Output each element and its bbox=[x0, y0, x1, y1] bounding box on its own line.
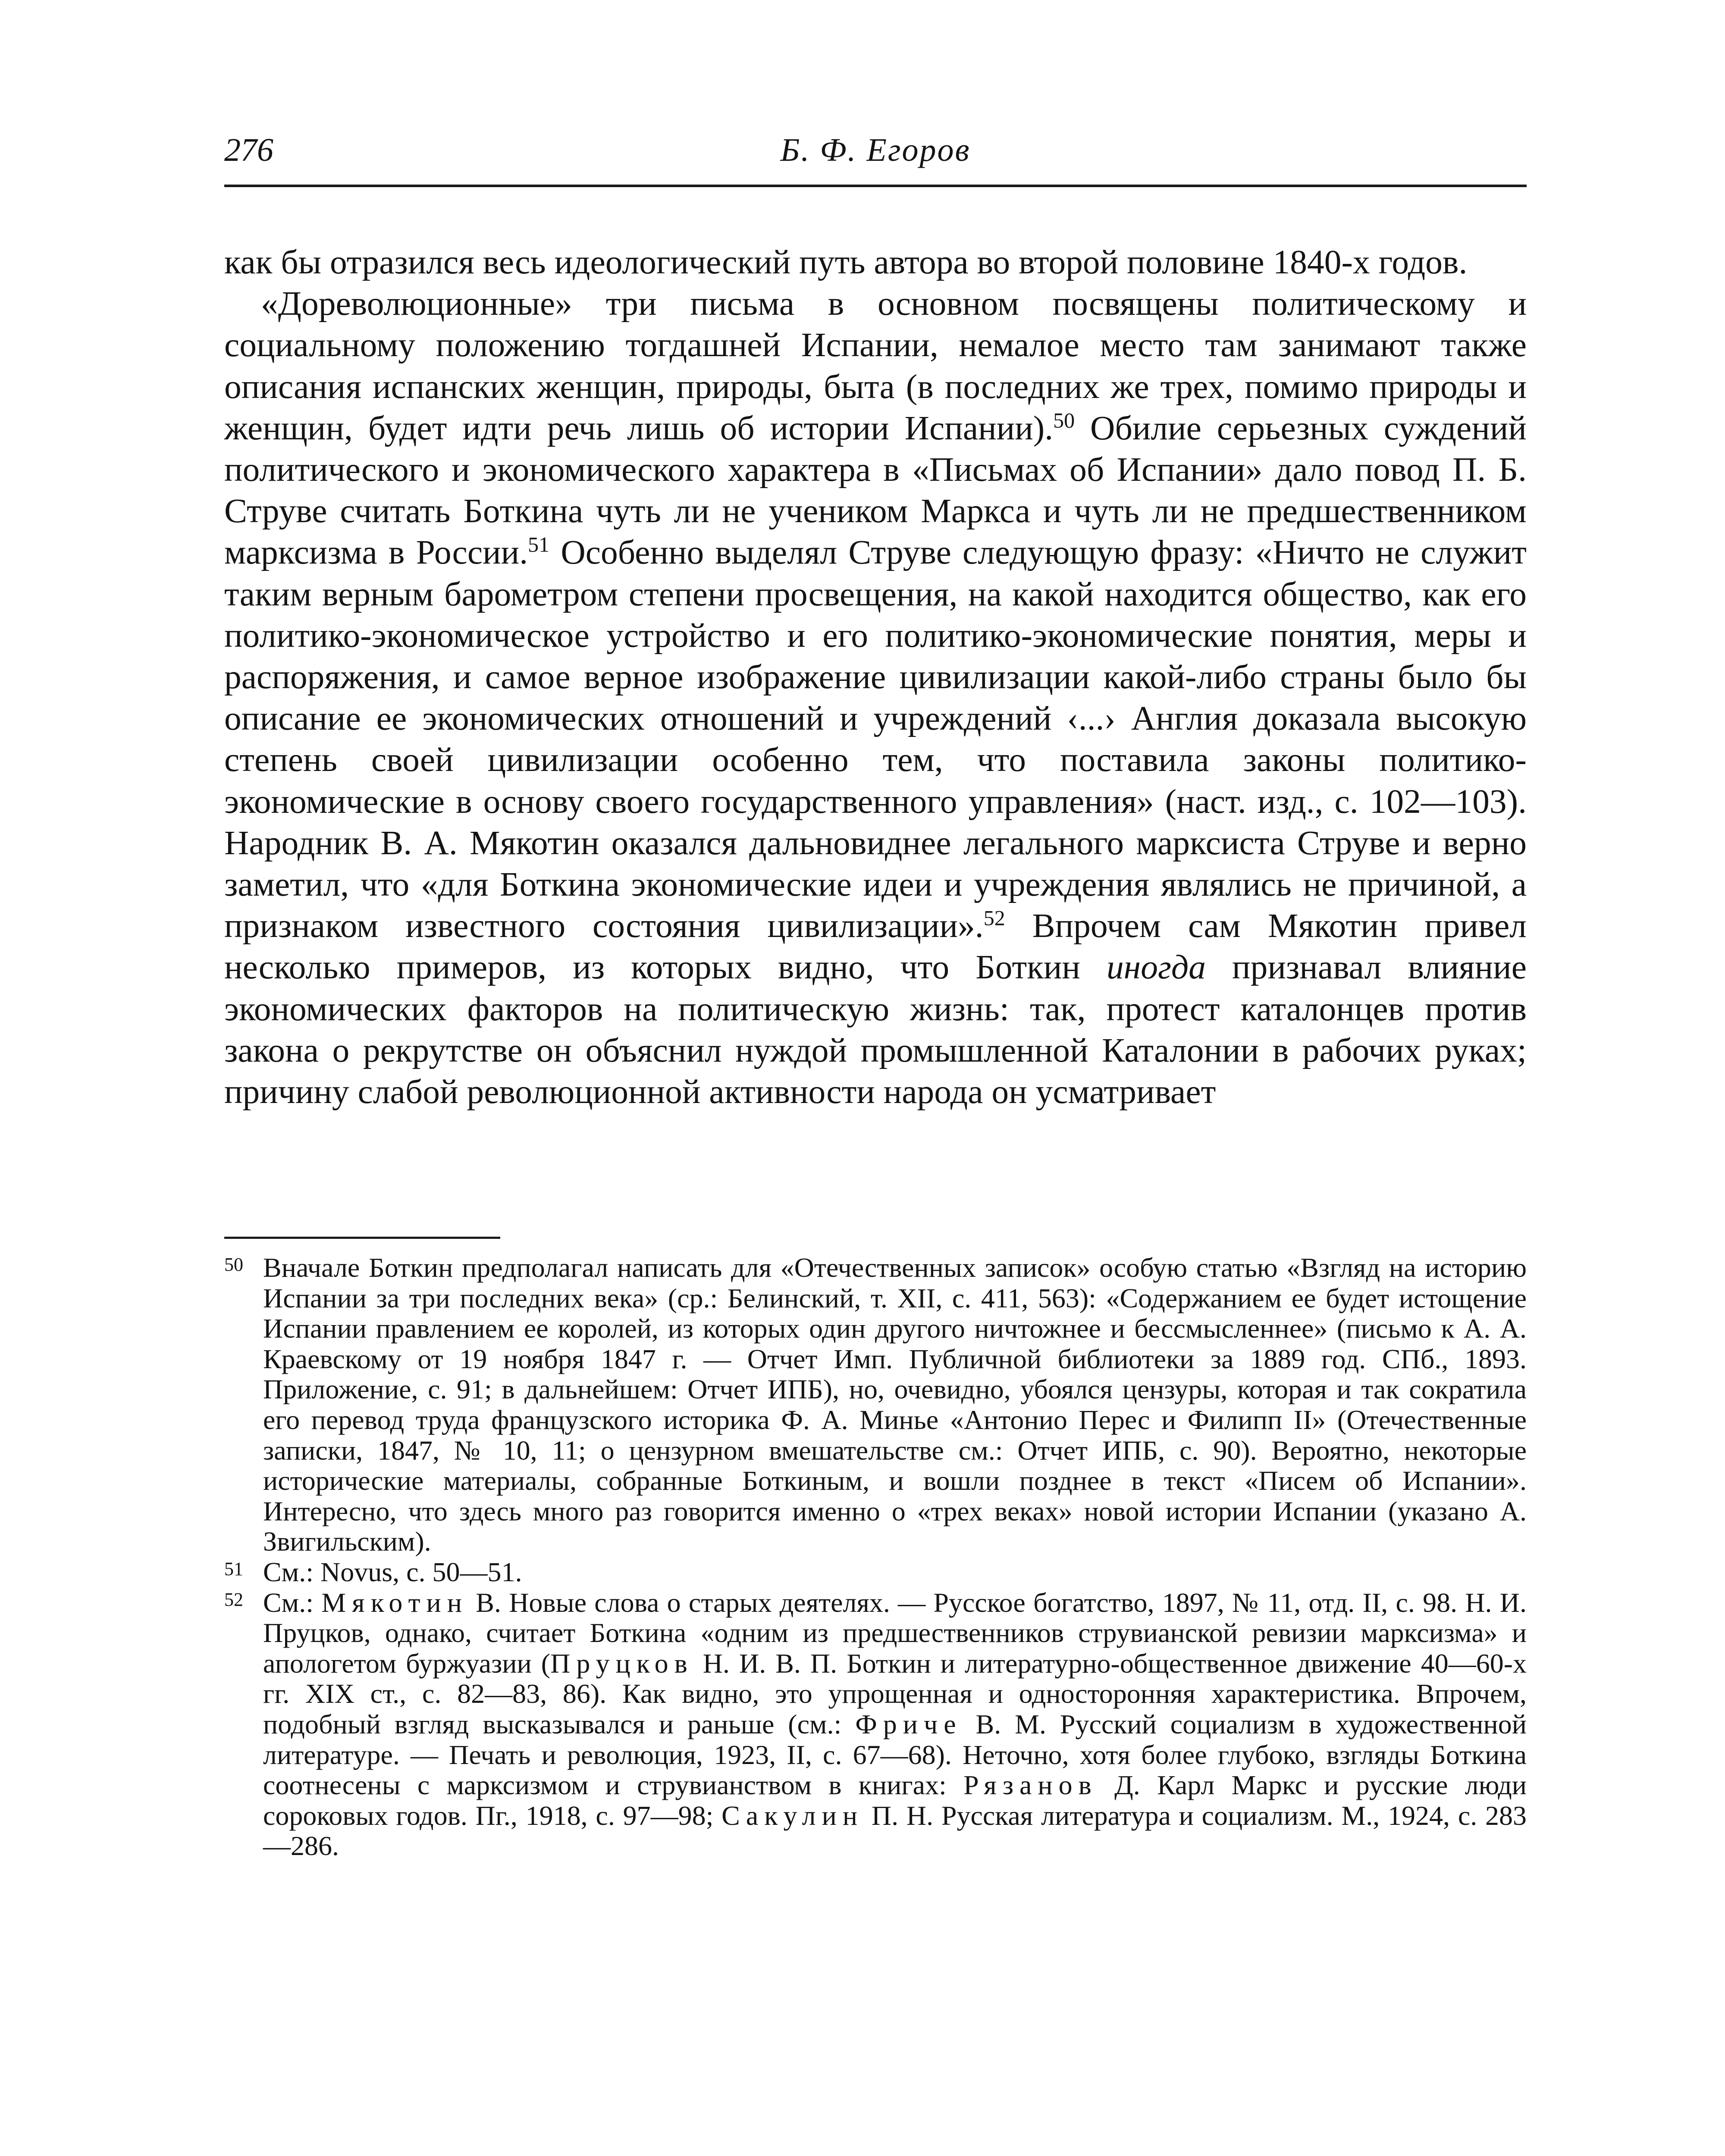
footnote-text: Вначале Боткин предполагал написать для «Отечественных записок» особую статью «Взгляд на историю Испании за три последних века» (ср.: Белинский, т. XII, с. 411, 563): «Содержанием ее будет истощение Испании правлением ее королей, из которых один другого ничтожнее и бессмысленнее» (письмо к А. А. Краевскому от 19 ноября 1847 г. — Отчет Имп. Публичной библиотеки за 1889 год. СПб., 1893. Приложение, с. 91; в дальнейшем: Отчет ИПБ), но, очевидно, убоялся цензуры, которая и так сократила его перевод труда французского историка Ф. А. Минье «Антонио Перес и Филипп II» (Отечественные записки, 1847, № 10, 11; о цензурном вмешательстве см.: Отчет ИПБ, с. 90). Вероятно, некоторые исторические материалы, собранные Боткиным, и вошли позднее в текст «Писем об Испании». Интересно, что здесь много раз говорится именно о «трех веках» новой истории Испании (указано А. Звигильским). bbox=[263, 1252, 1527, 1557]
footnote-text: См.: Novus, с. 50—51. bbox=[263, 1556, 522, 1587]
text-run: Д. Карл Маркс и русские люди сороковых годов. Пг., 1918, с. 97—98; bbox=[263, 1770, 1527, 1831]
text-run: Особенно выделял Струве следующую фразу: «Ничто не служит таким верным барометром степени просвещения, на какой находится общество, как его политико-экономическое устройство и его политико-экономические понятия, меры и распоряжения, и самое верное изображение цивилизации какой-либо страны было бы описание ее экономических отношений и учреждений ‹...› Англия доказала высокую степень своей цивилизации особенно тем, что поставила законы политико-экономические в основу своего государственного управления» (наст. изд., с. 102—103). Народник В. А. Мякотин оказался дальновиднее легального марксиста Струве и верно заметил, что «для Боткина экономические идеи и учреждения являлись не причиной, а признаком известного состояния цивилизации». bbox=[224, 533, 1527, 945]
footnote-ref: 51 bbox=[528, 532, 550, 557]
footnote-text bbox=[263, 1588, 1527, 1861]
text-run: признавал влияние экономических факторов на политическую жизнь: так, протест каталонцев против закона о рекрутстве он объяснил нуждой промышленной Каталонии в рабочих руках; причину слабой революционной активности народа он усматривает bbox=[224, 948, 1527, 1111]
footnote-ref: 52 bbox=[983, 906, 1005, 930]
footnote bbox=[224, 1588, 1527, 1861]
text-run: «Дореволюционные» три письма в основном посвящены политическому и социальному положению тогдашней Испании, немалое место там занимают также описания испанских женщин, природы, быта (в последних же трех, помимо природы и женщин, будет идти речь лишь об истории Испании). bbox=[224, 285, 1527, 447]
footnotes bbox=[224, 1253, 1527, 1861]
page-header bbox=[224, 132, 1527, 179]
text-run: В. М. Русский социализм в художественной литературе. — Печать и революция, 1923, II, с. 67—68). Неточно, хотя более глубоко, взгляды Боткина соотнесены с марксизмом и струвианством в книгах: bbox=[263, 1708, 1527, 1801]
running-head: Б. Ф. Егоров bbox=[780, 132, 971, 168]
footnote-number: 51 bbox=[224, 1558, 243, 1579]
text-run: В. Новые слова о старых деятелях. — Русское богатство, 1897, № 11, отд. II, с. 98. Н. И. Пруцков, однако, считает Боткина «одним из предшественников струвианской ревизии марксизма» и апологетом буржуазии ( bbox=[263, 1587, 1527, 1679]
footnote-number: 50 bbox=[224, 1254, 243, 1275]
footnote-number: 52 bbox=[224, 1589, 243, 1610]
text-run: См.: bbox=[263, 1587, 322, 1618]
author-name: Сакулин bbox=[721, 1800, 864, 1831]
page-number: 276 bbox=[224, 132, 273, 168]
author-name: Пруцков bbox=[550, 1648, 693, 1679]
text-run: Н. И. В. П. Боткин и литературно-общественное движение 40—60-х гг. XIX ст., с. 82—83, 86). Как видно, это упрощенная и односторонняя характеристика. Впрочем, подобный взгляд высказывался и раньше (см.: bbox=[263, 1648, 1527, 1739]
main-text bbox=[224, 241, 1527, 1112]
footnote-rule bbox=[224, 1237, 500, 1239]
text-run: Впрочем сам Мякотин привел несколько примеров, из которых видно, что Боткин bbox=[224, 907, 1527, 987]
author-name: Мякотин bbox=[321, 1587, 468, 1618]
author-name: Фриче bbox=[855, 1708, 962, 1739]
author-name: Рязанов bbox=[963, 1770, 1098, 1801]
footnote bbox=[224, 1253, 1527, 1557]
footnote-ref: 50 bbox=[1053, 408, 1075, 432]
emphasis: иногда bbox=[1107, 948, 1206, 987]
paragraph: как бы отразился весь идеологический путь автора во второй половине 1840-х годов. bbox=[224, 243, 1468, 281]
text-run: П. Н. Русская литература и социализм. М., 1924, с. 283—286. bbox=[263, 1800, 1527, 1861]
text-run: Обилие серьезных суждений политического и экономического характера в «Письмах об Испании» дало повод П. Б. Струве считать Боткина чуть ли не учеником Маркса и чуть ли не предшественником марксизма в России. bbox=[224, 409, 1527, 572]
header-rule bbox=[224, 185, 1527, 187]
paragraph bbox=[224, 283, 1527, 1112]
footnote bbox=[224, 1557, 1527, 1588]
